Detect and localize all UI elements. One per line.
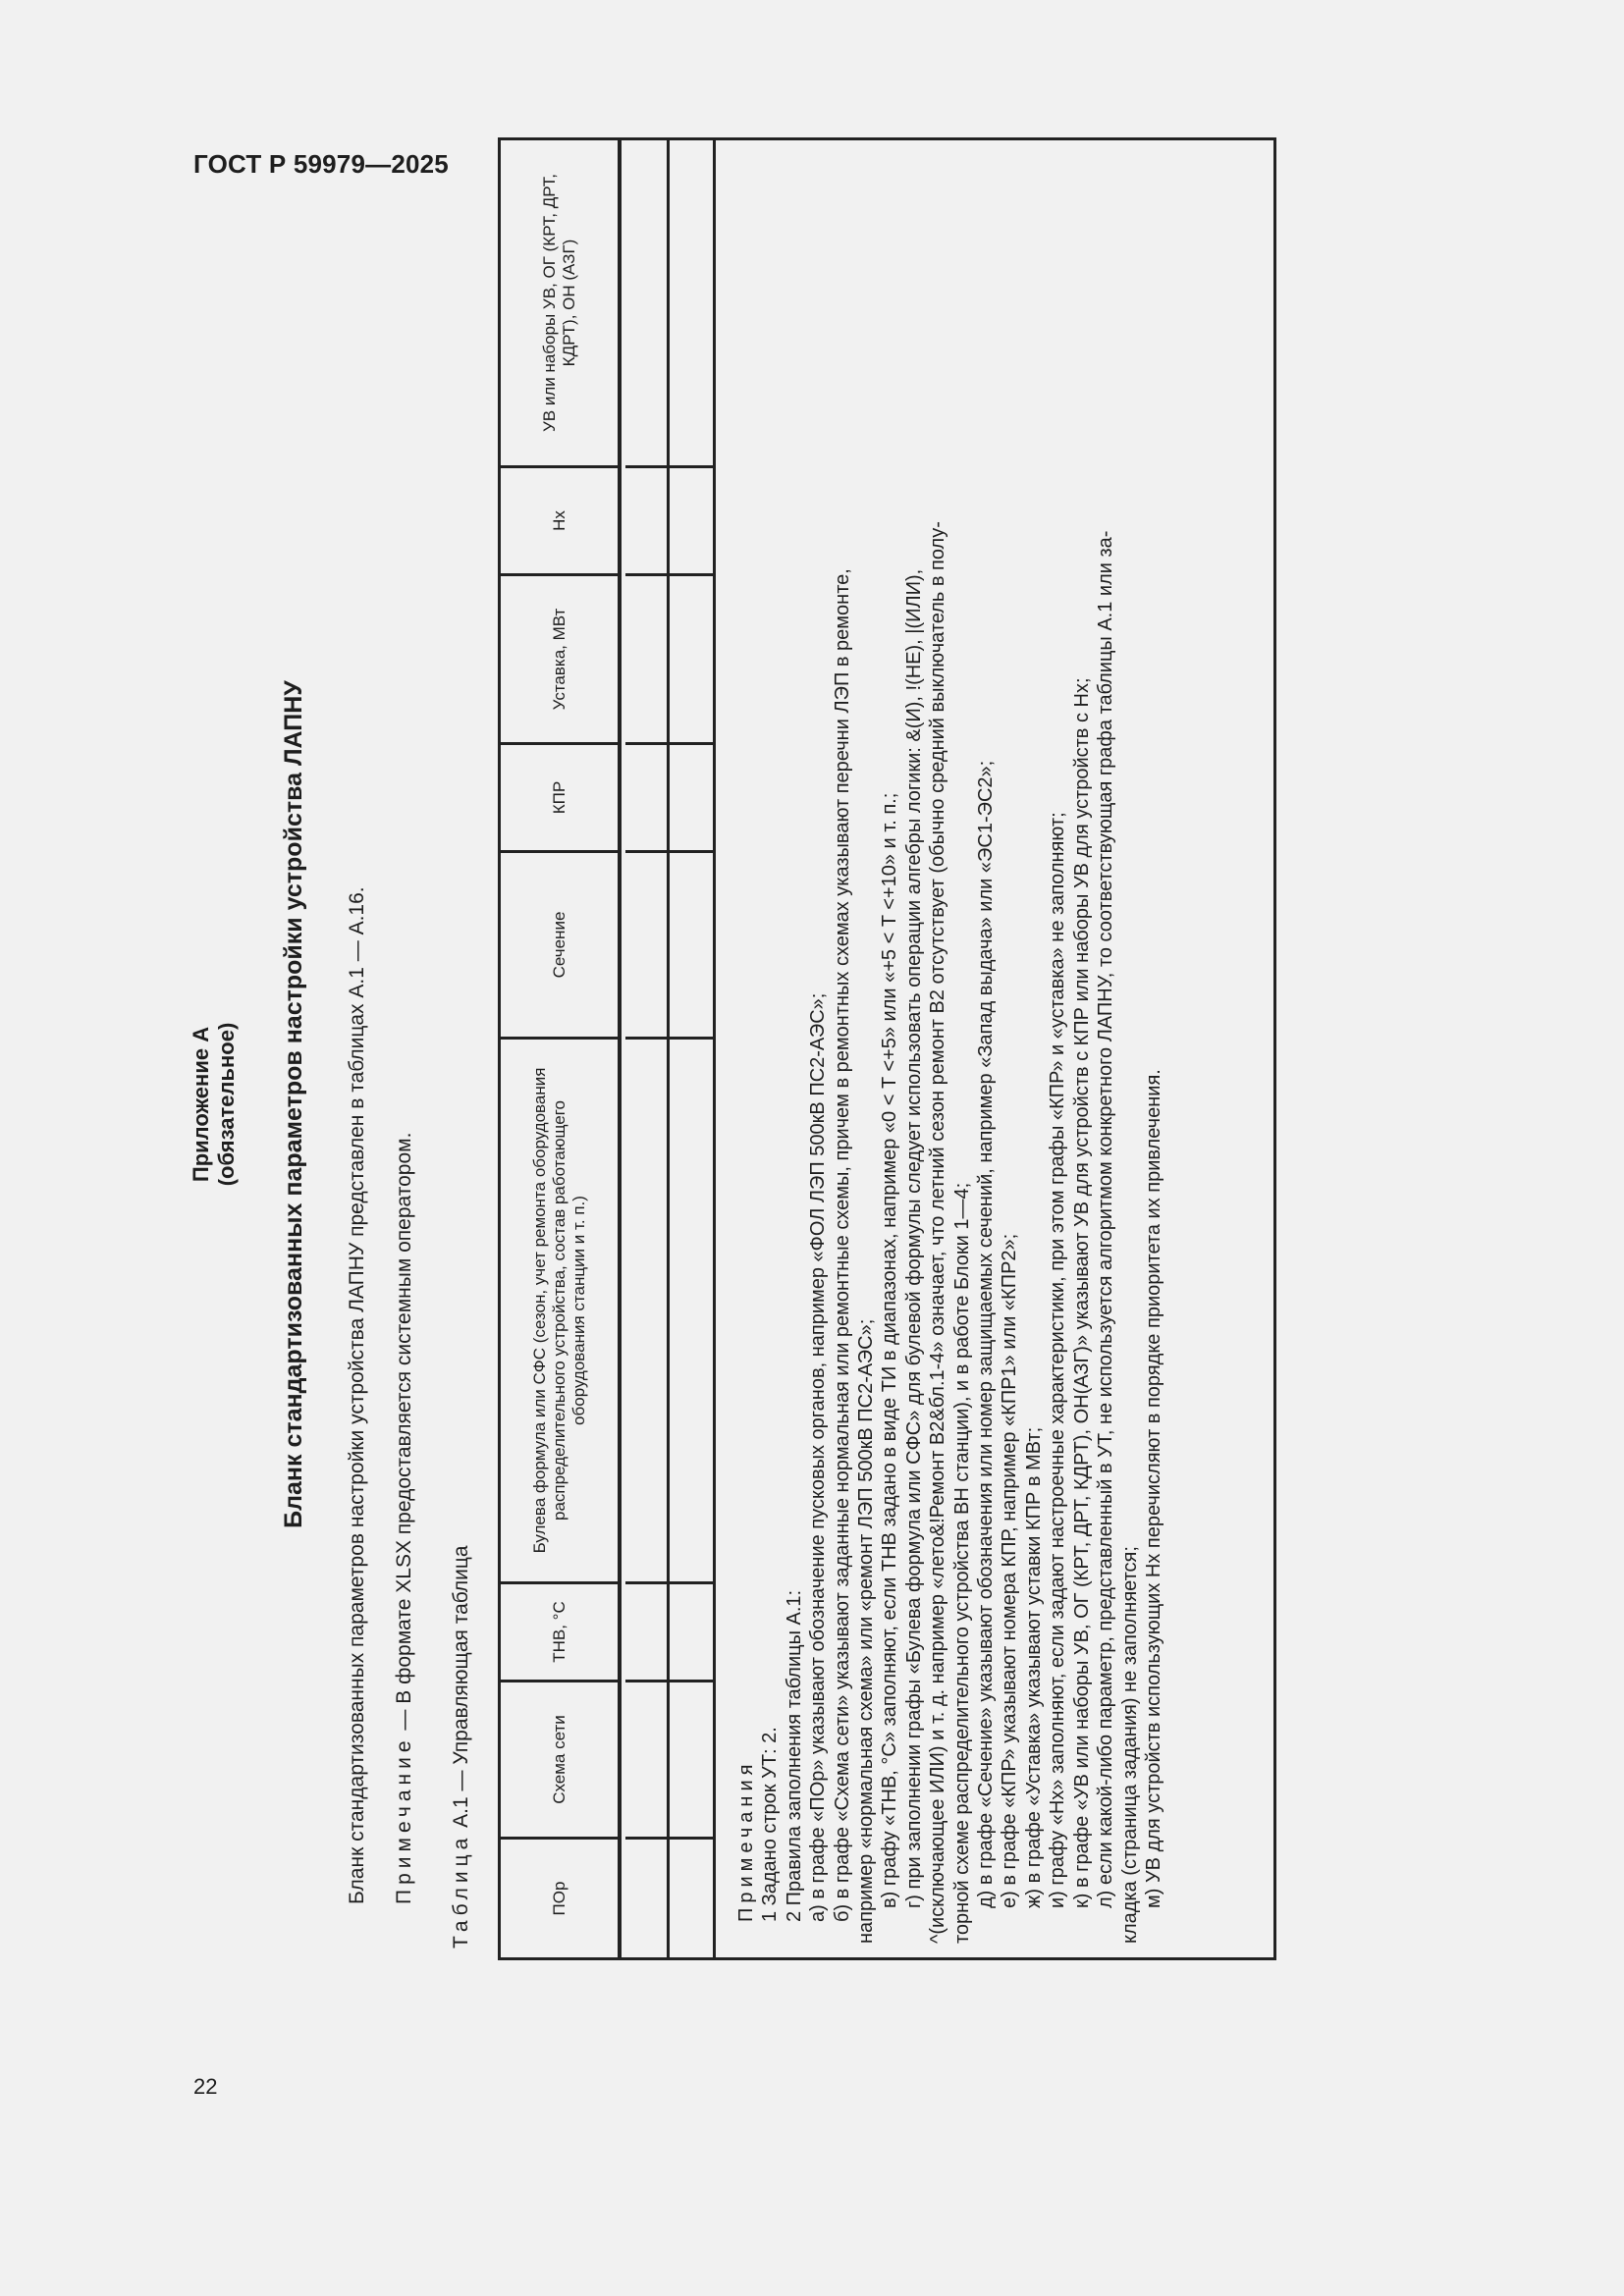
note-line: ж) в графе «Уставка» указывают уставки КПР в МВт; xyxy=(1022,1426,1045,1908)
note-line: 1 Задано строк УТ: 2. xyxy=(759,1727,782,1922)
table-cell[interactable] xyxy=(625,850,667,1037)
column-header-kpr: КПР xyxy=(501,742,618,850)
note-line: е) в графе «КПР» указывают номера КПР, например «КПР1» или «КПР2»; xyxy=(999,1233,1021,1908)
note-line: торной схеме распределительного устройства ВН станции), и в работе Блоки 1—4; xyxy=(950,1182,973,1944)
note-line: г) при заполнении графы «Булева формула или СФС» для булевой формулы следует использовать операции алгебры логики: &(И), !(НЕ), |(ИЛИ), xyxy=(902,568,925,1908)
table-cell[interactable] xyxy=(670,850,713,1037)
note-line: л) если какой-либо параметр, представленный в УТ, не используется алгоритмом конкретного ЛАПНУ, то соответствующая графа таблицы А.1 или за- xyxy=(1095,530,1117,1908)
document-code: ГОСТ Р 59979—2025 xyxy=(193,149,449,179)
table-notes xyxy=(719,140,1165,1957)
note-line: а) в графе «ПОр» указывают обозначение пусковых органов, например «ФОЛ ЛЭП 500кВ ПС2-АЭС»; xyxy=(807,992,830,1922)
note-line: б) в графе «Схема сети» указывают заданные нормальная или ремонтные схемы, причем в ремонтных схемах указывают перечни ЛЭП в ремонте, xyxy=(831,568,853,1922)
intro-note xyxy=(393,1133,416,1904)
column-header-network-scheme: Схема сети xyxy=(501,1680,618,1837)
table-cell[interactable] xyxy=(625,1037,667,1581)
table-cell[interactable] xyxy=(625,1680,667,1837)
table-caption xyxy=(450,1545,473,1949)
control-table xyxy=(498,137,1276,1960)
table-caption-text: А.1 — Управляющая таблица xyxy=(450,1545,472,1834)
note-text: — В формате XLSX предоставляется системным оператором. xyxy=(393,1132,415,1736)
note-line: д) в графе «Сечение» указывают обозначения или номер защищаемых сечений, например «Запад выдача» или «ЭС1-ЭС2»; xyxy=(975,760,998,1908)
table-cell[interactable] xyxy=(625,1581,667,1680)
table-row xyxy=(670,140,716,1957)
table-cell[interactable] xyxy=(670,742,713,850)
note-label: Примечание xyxy=(393,1735,415,1904)
table-cell[interactable] xyxy=(670,573,713,742)
note-line: и) графу «Нх» заполняют, если задают настроечные характеристики, при этом графы «КПР» и «уставка» не заполняют; xyxy=(1047,812,1069,1908)
note-line: кладка (страница задания) не заполняется; xyxy=(1118,1546,1141,1944)
column-header-section: Сечение xyxy=(501,850,618,1037)
table-cell[interactable] xyxy=(670,1837,713,1957)
column-header-setpoint: Уставка, МВт xyxy=(501,573,618,742)
notes-label: Примечания xyxy=(735,1759,757,1922)
note-line: например «нормальная схема» или «ремонт ЛЭП 500кВ ПС2-АЭС»; xyxy=(855,1318,878,1944)
table-header-row xyxy=(501,140,622,1957)
table-cell[interactable] xyxy=(670,1037,713,1581)
rotated-page-content xyxy=(177,147,1286,2061)
table-cell[interactable] xyxy=(670,1680,713,1837)
table-cell[interactable] xyxy=(625,140,667,465)
page-title: Бланк стандартизованных параметров настройки устройства ЛАПНУ xyxy=(280,680,307,1528)
column-header-control-actions: УВ или наборы УВ, ОГ (КРТ, ДРТ, КДРТ), ОН (АЗГ) xyxy=(539,173,578,433)
table-cell[interactable] xyxy=(625,1837,667,1957)
page-number: 22 xyxy=(193,2074,218,2099)
column-header-por: ПОр xyxy=(501,1837,618,1957)
table-cell[interactable] xyxy=(625,465,667,573)
table-cell[interactable] xyxy=(625,742,667,850)
annex-status: (обязательное) xyxy=(214,1022,239,1187)
table-caption-label: Таблица xyxy=(450,1833,472,1949)
column-header-tnv: ТНВ, °С xyxy=(501,1581,618,1680)
note-line: м) УВ для устройств использующих Нх перечисляют в порядке приоритета их привлечения. xyxy=(1142,1069,1164,1908)
table-cell[interactable] xyxy=(670,140,713,465)
table-cell[interactable] xyxy=(625,573,667,742)
note-line: 2 Правила заполнения таблицы А.1: xyxy=(783,1589,805,1922)
table-cell[interactable] xyxy=(670,1581,713,1680)
note-line: ^(исключающее ИЛИ) и т. д. например «лето&!Ремонт В2&бл.1-4» означает, что летний сезон ремонт В2 отсутствует (обычно средний выключатель в полу- xyxy=(927,521,949,1944)
intro-paragraph: Бланк стандартизованных параметров настройки устройства ЛАПНУ представлен в таблицах А.1 — А.16. xyxy=(346,886,368,1904)
note-line: к) в графе «УВ или наборы УВ, ОГ (КРТ, ДРТ, КДРТ), ОН(АЗГ)» указывают УВ для устройств с КПР или наборы УВ для устройств с Нх; xyxy=(1070,677,1093,1908)
annex-title: Приложение А xyxy=(189,1026,213,1183)
note-line: в) графу «ТНВ, °С» заполняют, если ТНВ задано в виде ТИ в диапазонах, например «0 < T <+5» или «+5 < T <+10» и т. п.; xyxy=(879,792,901,1908)
column-header-nx: Нх xyxy=(501,465,618,573)
column-header-boolean-formula: Булева формула или СФС (сезон, учет ремонта оборудования распределительного устройства, состав работающего оборудования станции и т. п.) xyxy=(501,1037,618,1581)
table-cell[interactable] xyxy=(670,465,713,573)
table-row xyxy=(625,140,670,1957)
